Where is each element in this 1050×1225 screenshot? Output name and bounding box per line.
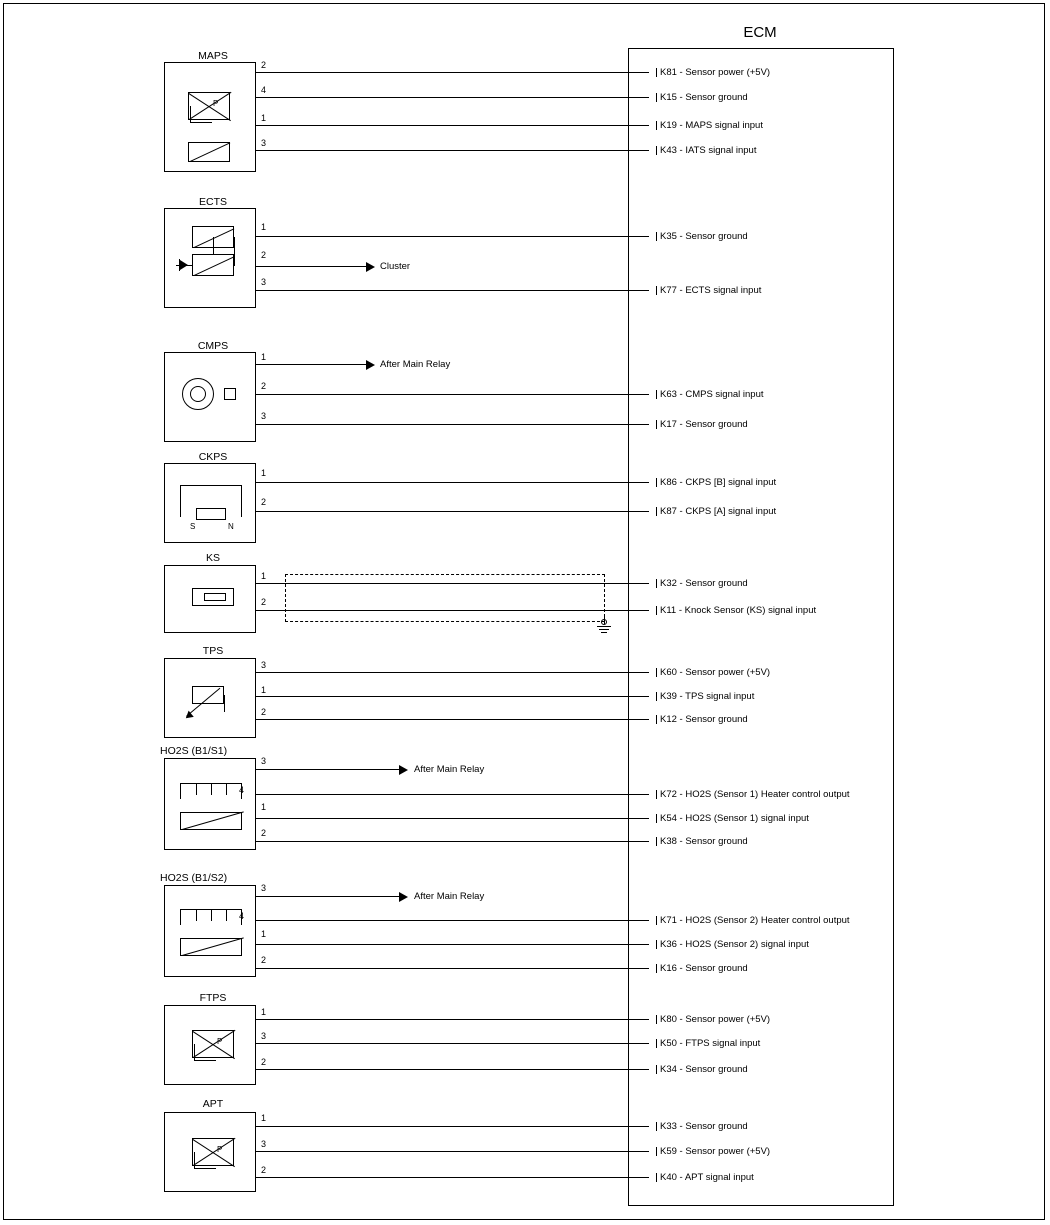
pin-num-ftps-3: 3 — [261, 1031, 267, 1041]
maps-symbol-link-v — [190, 106, 191, 122]
sensor-label-apt: APT — [202, 1098, 224, 1110]
pinmark-k34 — [656, 1065, 657, 1074]
pin-num-ho2s1-1: 1 — [261, 802, 267, 812]
pinmark-k35 — [656, 232, 657, 241]
sensor-label-ects: ECTS — [198, 196, 227, 208]
wire-ftps-k34 — [256, 1069, 649, 1070]
pinmark-k38 — [656, 837, 657, 846]
pinmark-k59 — [656, 1147, 657, 1156]
maps-symbol-link-h — [190, 122, 212, 123]
wire-maps-k43 — [256, 150, 649, 151]
ecm-pin-label-k80: K80 - Sensor power (+5V) — [660, 1014, 771, 1025]
ckps-n-label: N — [228, 522, 234, 531]
ecm-pin-label-k63: K63 - CMPS signal input — [660, 389, 764, 400]
pin-num-ks-1: 1 — [261, 571, 267, 581]
ftps-symbol-link-v — [194, 1044, 195, 1060]
ecm-pin-label-k17: K17 - Sensor ground — [660, 419, 748, 430]
wire-apt-k59 — [256, 1151, 649, 1152]
wire-ects-cluster — [256, 266, 366, 267]
wire-maps-k81 — [256, 72, 649, 73]
pin-num-apt-2: 2 — [261, 1165, 267, 1175]
wire-cmps-k17 — [256, 424, 649, 425]
dest-label-ho2s2-main-relay: After Main Relay — [414, 891, 485, 902]
sensor-label-tps: TPS — [202, 645, 224, 657]
pin-num-maps-4: 4 — [261, 85, 267, 95]
ho2s1-coil-tick-2 — [211, 783, 212, 795]
wire-maps-k15 — [256, 97, 649, 98]
apt-symbol-link-v — [194, 1152, 195, 1168]
wire-ho2s2-k71 — [256, 920, 649, 921]
ecm-pin-label-k71: K71 - HO2S (Sensor 2) Heater control output — [660, 915, 850, 926]
wire-ho2s1-k38 — [256, 841, 649, 842]
wire-ckps-k86 — [256, 482, 649, 483]
pinmark-k15 — [656, 93, 657, 102]
arrow-ho2s2-main-relay — [399, 892, 408, 902]
ground-bar-2 — [599, 629, 609, 630]
ho2s2-coil-tick-1 — [196, 909, 197, 921]
pin-num-ckps-2: 2 — [261, 497, 267, 507]
pin-num-ho2s2-1: 1 — [261, 929, 267, 939]
pin-num-maps-1: 1 — [261, 113, 267, 123]
pin-num-tps-1: 1 — [261, 685, 267, 695]
pinmark-k63 — [656, 390, 657, 399]
pin-num-cmps-1: 1 — [261, 352, 267, 362]
ects-internal-link — [213, 237, 214, 255]
apt-symbol-link-h — [194, 1168, 216, 1169]
wire-ho2s2-relay — [256, 896, 399, 897]
sensor-label-ks: KS — [205, 552, 220, 564]
pinmark-k36 — [656, 940, 657, 949]
ecm-pin-label-k35: K35 - Sensor ground — [660, 231, 748, 242]
maps-p-label: P — [213, 99, 219, 108]
wire-ckps-k87 — [256, 511, 649, 512]
sensor-label-maps: MAPS — [198, 50, 228, 62]
pinmark-k43 — [656, 146, 657, 155]
ecm-pin-label-k59: K59 - Sensor power (+5V) — [660, 1146, 771, 1157]
ecm-pin-label-k50: K50 - FTPS signal input — [660, 1038, 761, 1049]
ground-bar-3 — [601, 632, 607, 633]
ground-bar-1 — [597, 626, 611, 627]
pinmark-k40 — [656, 1173, 657, 1182]
ecm-pin-label-k11: K11 - Knock Sensor (KS) signal input — [660, 605, 817, 616]
ecm-pin-label-k32: K32 - Sensor ground — [660, 578, 748, 589]
pinmark-k50 — [656, 1039, 657, 1048]
cmps-hall-square — [224, 388, 236, 400]
pin-num-maps-2: 2 — [261, 60, 267, 70]
ects-diode-triangle — [180, 260, 188, 270]
ecm-pin-label-k38: K38 - Sensor ground — [660, 836, 748, 847]
pinmark-k71 — [656, 916, 657, 925]
pinmark-k77 — [656, 286, 657, 295]
pin-num-apt-1: 1 — [261, 1113, 267, 1123]
sensor-label-ho2s-b1s2: HO2S (B1/S2) — [160, 872, 228, 884]
pinmark-k39 — [656, 692, 657, 701]
pin-num-ks-2: 2 — [261, 597, 267, 607]
wire-ho2s1-k72 — [256, 794, 649, 795]
wire-tps-k39 — [256, 696, 649, 697]
ecm-pin-label-k15: K15 - Sensor ground — [660, 92, 748, 103]
pin-num-cmps-2: 2 — [261, 381, 267, 391]
pin-num-ckps-1: 1 — [261, 468, 267, 478]
pinmark-k17 — [656, 420, 657, 429]
ecm-pin-label-k33: K33 - Sensor ground — [660, 1121, 748, 1132]
pinmark-k60 — [656, 668, 657, 677]
ecm-pin-label-k60: K60 - Sensor power (+5V) — [660, 667, 771, 678]
ks-shield-dashed — [285, 574, 605, 622]
wire-maps-k19 — [256, 125, 649, 126]
wire-ftps-k80 — [256, 1019, 649, 1020]
ho2s1-coil-tick-3 — [226, 783, 227, 795]
pin-num-maps-3: 3 — [261, 138, 267, 148]
pin-num-ects-3: 3 — [261, 277, 267, 287]
apt-p-label: P — [217, 1145, 223, 1154]
pin-num-cmps-3: 3 — [261, 411, 267, 421]
wire-ects-k77 — [256, 290, 649, 291]
pinmark-k32 — [656, 579, 657, 588]
pinmark-k19 — [656, 121, 657, 130]
arrow-ho2s1-main-relay — [399, 765, 408, 775]
ecm-pin-label-k54: K54 - HO2S (Sensor 1) signal input — [660, 813, 809, 824]
sensor-box-ho2s-b1s1 — [164, 758, 256, 850]
ecm-pin-label-k36: K36 - HO2S (Sensor 2) signal input — [660, 939, 809, 950]
pin-num-ho2s2-3: 3 — [261, 883, 267, 893]
wire-ftps-k50 — [256, 1043, 649, 1044]
sensor-label-ftps: FTPS — [199, 992, 227, 1004]
cmps-hall-circle-inner — [190, 386, 206, 402]
ecm-pin-label-k40: K40 - APT signal input — [660, 1172, 754, 1183]
ckps-s-label: S — [190, 522, 196, 531]
pin-num-ho2s1-2: 2 — [261, 828, 267, 838]
pinmark-k72 — [656, 790, 657, 799]
pinmark-k80 — [656, 1015, 657, 1024]
ecm-pin-label-k39: K39 - TPS signal input — [660, 691, 755, 702]
wire-apt-k40 — [256, 1177, 649, 1178]
ks-shield-ground-node — [601, 619, 607, 625]
pinmark-k33 — [656, 1122, 657, 1131]
wire-ho2s1-k54 — [256, 818, 649, 819]
wire-tps-k12 — [256, 719, 649, 720]
pin-num-ects-2: 2 — [261, 250, 267, 260]
ftps-symbol-link-h — [194, 1060, 216, 1061]
pinmark-k81 — [656, 68, 657, 77]
pin-num-ftps-2: 2 — [261, 1057, 267, 1067]
ecm-pin-label-k12: K12 - Sensor ground — [660, 714, 748, 725]
ho2s2-coil-tick-3 — [226, 909, 227, 921]
pin-num-ho2s1-4: 4 — [239, 785, 245, 795]
wire-cmps-relay — [256, 364, 366, 365]
ecm-pin-label-k72: K72 - HO2S (Sensor 1) Heater control output — [660, 789, 850, 800]
dest-label-ho2s1-main-relay: After Main Relay — [414, 764, 485, 775]
wire-apt-k33 — [256, 1126, 649, 1127]
ecm-pin-label-k16: K16 - Sensor ground — [660, 963, 748, 974]
wire-ects-k35 — [256, 236, 649, 237]
arrow-cmps-main-relay — [366, 360, 375, 370]
wire-ho2s2-k36 — [256, 944, 649, 945]
pinmark-k12 — [656, 715, 657, 724]
wire-ho2s1-relay — [256, 769, 399, 770]
pin-num-apt-3: 3 — [261, 1139, 267, 1149]
ects-internal-link-2 — [234, 237, 235, 266]
ecm-title: ECM — [743, 24, 777, 41]
ecm-pin-label-k81: K81 - Sensor power (+5V) — [660, 67, 771, 78]
ftps-p-label: P — [217, 1037, 223, 1046]
ecm-pin-label-k87: K87 - CKPS [A] signal input — [660, 506, 777, 517]
ecm-pin-label-k77: K77 - ECTS signal input — [660, 285, 762, 296]
ecm-pin-label-k43: K43 - IATS signal input — [660, 145, 757, 156]
ecm-pin-label-k86: K86 - CKPS [B] signal input — [660, 477, 777, 488]
ho2s1-coil-tick-1 — [196, 783, 197, 795]
ecm-box — [628, 48, 894, 1206]
sensor-box-ho2s-b1s2 — [164, 885, 256, 977]
pin-num-ho2s1-3: 3 — [261, 756, 267, 766]
sensor-label-ho2s-b1s1: HO2S (B1/S1) — [160, 745, 228, 757]
ecm-pin-label-k19: K19 - MAPS signal input — [660, 120, 763, 131]
ckps-magnet — [196, 508, 226, 520]
pin-num-ects-1: 1 — [261, 222, 267, 232]
ecm-pin-label-k34: K34 - Sensor ground — [660, 1064, 748, 1075]
pinmark-k86 — [656, 478, 657, 487]
pinmark-k16 — [656, 964, 657, 973]
wire-ho2s2-k16 — [256, 968, 649, 969]
pin-num-tps-2: 2 — [261, 707, 267, 717]
ho2s2-coil-tick-2 — [211, 909, 212, 921]
wire-tps-k60 — [256, 672, 649, 673]
sensor-label-ckps: CKPS — [198, 451, 228, 463]
pinmark-k54 — [656, 814, 657, 823]
sensor-label-cmps: CMPS — [197, 340, 229, 352]
ks-element-inner — [204, 593, 226, 601]
dest-label-cluster: Cluster — [380, 261, 411, 272]
dest-label-cmps-main-relay: After Main Relay — [380, 359, 451, 370]
pinmark-k87 — [656, 507, 657, 516]
pin-num-ftps-1: 1 — [261, 1007, 267, 1017]
pinmark-k11 — [656, 606, 657, 615]
wire-cmps-k63 — [256, 394, 649, 395]
tps-wiper-link — [224, 695, 225, 712]
pin-num-ho2s2-4: 4 — [239, 911, 245, 921]
arrow-cluster — [366, 262, 375, 272]
pin-num-tps-3: 3 — [261, 660, 267, 670]
pin-num-ho2s2-2: 2 — [261, 955, 267, 965]
